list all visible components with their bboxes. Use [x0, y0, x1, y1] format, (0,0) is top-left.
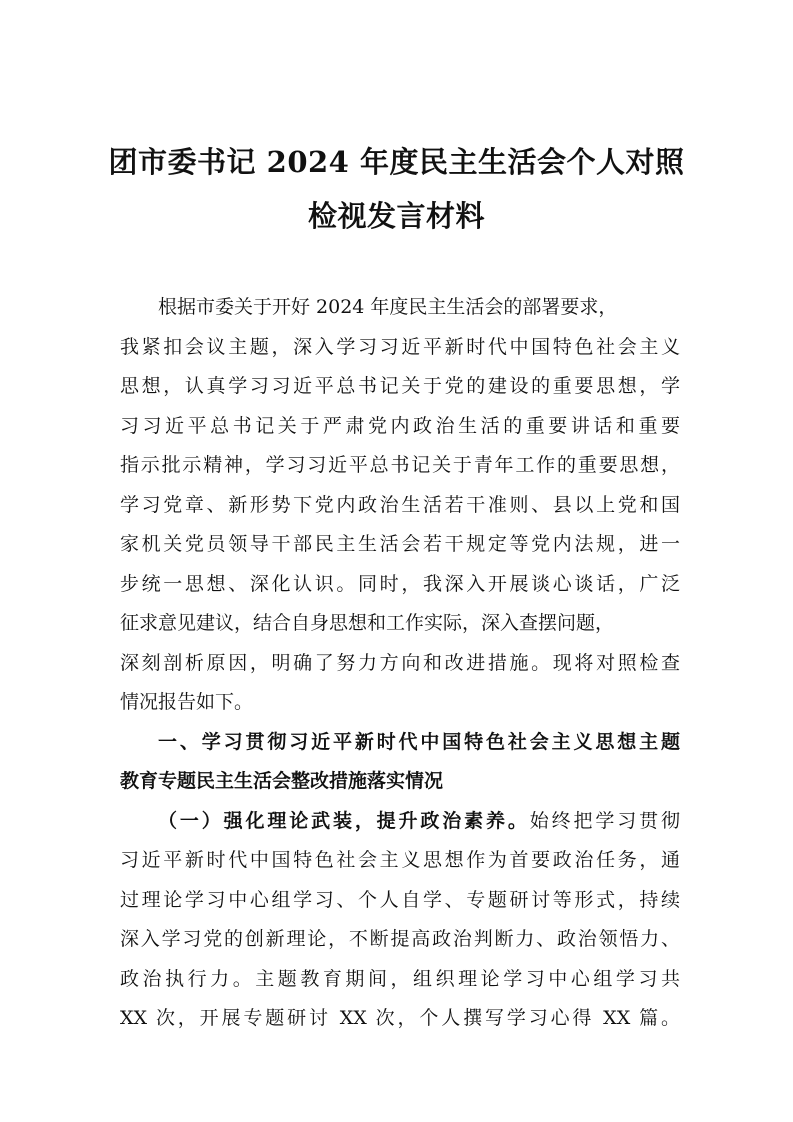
paragraph-line: 深刻剖析原因，明确了努力方向和改进措施。现将对照检查 [120, 651, 680, 674]
document-body [120, 288, 680, 1039]
paragraph-line: 过理论学习中心组学习、个人自学、专题研讨等形式，持续 [120, 888, 680, 911]
paragraph-line: 学习党章、新形势下党内政治生活若干准则、县以上党和国 [120, 493, 680, 516]
paragraph-line: 情况报告如下。 [120, 691, 254, 713]
document-title-line-2: 检视发言材料 [307, 199, 485, 233]
paragraph-line: 我紧扣会议主题，深入学习习近平新时代中国特色社会主义 [120, 335, 680, 358]
paragraph-line: 根据市委关于开好 2024 年度民主生活会的部署要求， [158, 296, 618, 318]
subsection-heading: （一）强化理论武装，提升政治素养。 [158, 809, 530, 832]
paragraph-line: 思想，认真学习习近平总书记关于党的建设的重要思想，学 [120, 375, 680, 397]
paragraph-line: XX 次，开展专题研讨 XX 次，个人撰写学习心得 XX 篇。 [120, 1007, 680, 1029]
paragraph-line: 指示批示精神，学习习近平总书记关于青年工作的重要思想， [120, 454, 680, 476]
paragraph-line: 步统一思想、深化认识。同时，我深入开展谈心谈话，广泛 [120, 572, 680, 595]
paragraph-line: 征求意见建议，结合自身思想和工作实际，深入查摆问题， [120, 612, 615, 634]
paragraph-line: 家机关党员领导干部民主生活会若干规定等党内法规，进一 [120, 533, 680, 555]
section-heading-line: 一、学习贯彻习近平新时代中国特色社会主义思想主题 [158, 730, 680, 753]
paragraph-line: 政治执行力。主题教育期间，组织理论学习中心组学习共 [120, 967, 680, 990]
paragraph-line: 深入学习党的创新理论，不断提高政治判断力、政治领悟力、 [120, 928, 680, 950]
document-title-line-1: 团市委书记 2024 年度民主生活会个人对照 [108, 145, 685, 179]
subsection-text: 始终把学习贯彻 [529, 809, 680, 832]
paragraph-line: 习习近平总书记关于严肃党内政治生活的重要讲话和重要 [120, 414, 680, 437]
paragraph-line: 习近平新时代中国特色社会主义思想作为首要政治任务，通 [120, 849, 680, 871]
subsection-line [120, 802, 680, 842]
section-heading-line: 教育专题民主生活会整改措施落实情况 [120, 770, 444, 792]
